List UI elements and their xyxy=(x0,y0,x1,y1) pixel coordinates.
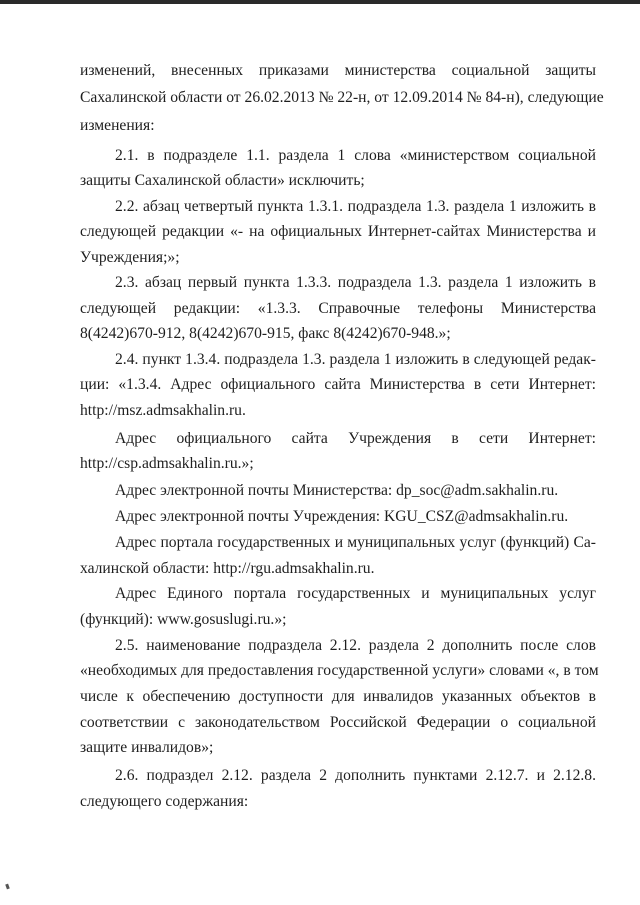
paragraph-2-3: 2.3. абзац первый пункта 1.3.3. подраздела 1.3. раздела 1 изложить в xyxy=(115,274,596,291)
text-line: Адрес электронной почты Учреждения: KGU_CSZ@admsakhalin.ru. xyxy=(115,508,569,525)
text-line: Учреждения;»; xyxy=(80,249,180,266)
text-line: http://csp.admsakhalin.ru.»; xyxy=(80,455,254,472)
text-line: Адрес портала государственных и муниципальных услуг (функций) Са- xyxy=(115,534,596,551)
paragraph-2-2: 2.2. абзац четвертый пункта 1.3.1. подраздела 1.3. раздела 1 изложить в xyxy=(115,198,596,215)
text-line: Адрес электронной почты Министерства: dp_soc@adm.sakhalin.ru. xyxy=(115,482,559,499)
text-line: следующей редакции «- на официальных Интернет-сайтах Министерства и xyxy=(80,223,596,240)
text-line: Сахалинской области от 26.02.2013 № 22-н, от 12.09.2014 № 84-н), следующие xyxy=(80,89,604,106)
text-line: 8(4242)670-912, 8(4242)670-915, факс 8(4242)670-948.»; xyxy=(80,325,451,342)
paragraph-2-6: 2.6. подраздел 2.12. раздела 2 дополнить пунктами 2.12.7. и 2.12.8. xyxy=(115,767,596,784)
text-line: ции: «1.3.4. Адрес официального сайта Министерства в сети Интернет: xyxy=(80,376,596,393)
text-line: Адрес Единого портала государственных и муниципальных услуг xyxy=(115,585,596,602)
text-line: соответствии с законодательством Российской Федерации о социальной xyxy=(80,714,596,731)
text-line: (функций): www.gosuslugi.ru.»; xyxy=(80,611,287,628)
text-line: защите инвалидов»; xyxy=(80,739,214,756)
text-line: изменений, внесенных приказами министерства социальной защиты xyxy=(80,62,596,79)
text-line: следующего содержания: xyxy=(80,793,249,810)
paragraph-2-4: 2.4. пункт 1.3.4. подраздела 1.3. раздела 1 изложить в следующей редак- xyxy=(115,351,596,368)
text-line: числе к обеспечению доступности для инвалидов указанных объектов в xyxy=(80,688,596,705)
paragraph-2-1: 2.1. в подразделе 1.1. раздела 1 слова «министерством социальной xyxy=(115,147,596,164)
text-line: следующей редакции: «1.3.3. Справочные телефоны Министерства xyxy=(80,300,596,317)
text-line: http://msz.admsakhalin.ru. xyxy=(80,402,246,419)
text-line: Адрес официального сайта Учреждения в сети Интернет: xyxy=(115,430,596,447)
text-line: халинской области: http://rgu.admsakhalin.ru. xyxy=(80,560,375,577)
text-line: защиты Сахалинской области» исключить; xyxy=(80,172,365,189)
paragraph-2-5: 2.5. наименование подраздела 2.12. раздела 2 дополнить после слов xyxy=(115,637,596,654)
text-line: «необходимых для предоставления государственной услуги» словами «, в том xyxy=(80,662,599,679)
text-line: изменения: xyxy=(80,117,155,134)
